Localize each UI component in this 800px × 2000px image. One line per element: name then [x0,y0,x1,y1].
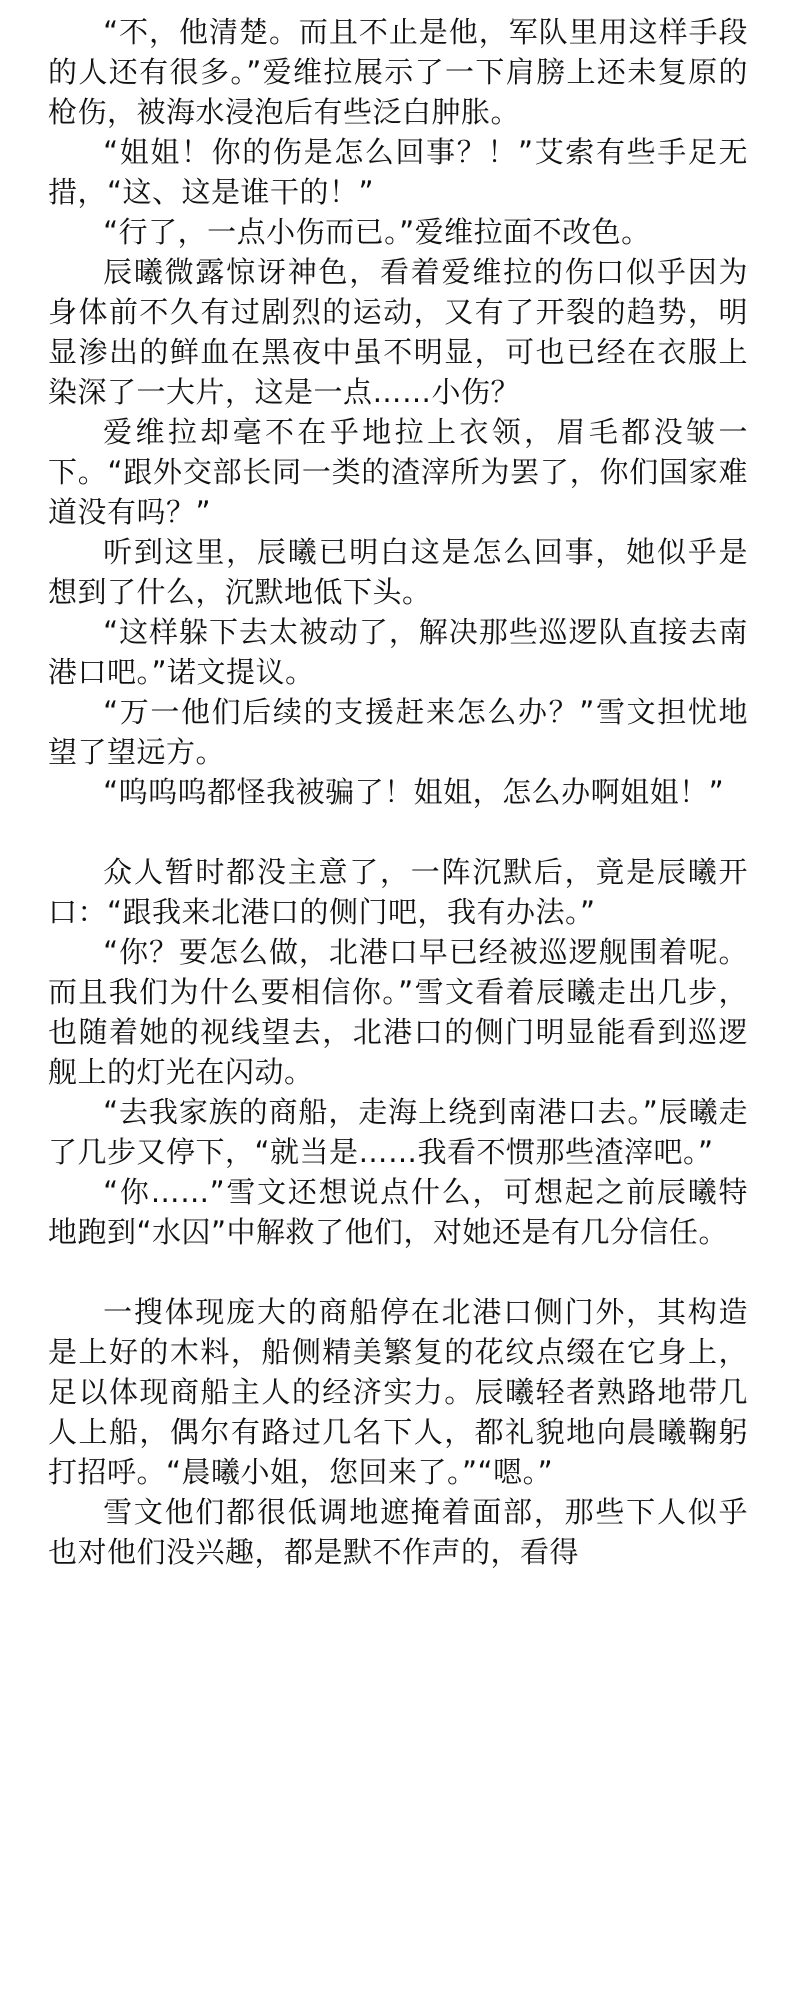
article-body [48,12,748,1572]
paragraph-1: “不，他清楚。而且不止是他，军队里用这样手段的人还有很多。”爱维拉展示了一下肩膀上还未复原的枪伤，被海水浸泡后有些泛白肿胀。 [48,15,748,129]
paragraph-12: “去我家族的商船，走海上绕到南港口去。”辰曦走了几步又停下，“就当是……我看不惯那些渣滓吧。” [48,1095,748,1169]
paragraph-15: 雪文他们都很低调地遮掩着面部，那些下人似乎也对他们没兴趣，都是默不作声的，看得 [48,1495,748,1569]
paragraph-3: “行了，一点小伤而已。”爱维拉面不改色。 [103,215,651,249]
paragraph-7: “这样躲下去太被动了，解决那些巡逻队直接去南港口吧。”诺文提议。 [48,615,748,689]
paragraph-8: “万一他们后续的支援赶来怎么办？”雪文担忧地望了望远方。 [48,695,748,769]
section-break-2 [48,1252,748,1292]
section-break-1 [48,812,748,852]
paragraph-9: “呜呜呜都怪我被骗了！姐姐，怎么办啊姐姐！” [103,775,725,809]
paragraph-10: 众人暂时都没主意了，一阵沉默后，竟是辰曦开口：“跟我来北港口的侧门吧，我有办法。” [48,855,748,929]
paragraph-14: 一搜体现庞大的商船停在北港口侧门外，其构造是上好的木料，船侧精美繁复的花纹点缀在它身上，足以体现商船主人的经济实力。辰曦轻者熟路地带几人上船，偶尔有路过几名下人，都礼貌地向晨曦鞠躬打招呼。“晨曦小姐，您回来了。”“嗯。” [48,1295,748,1489]
paragraph-6: 听到这里，辰曦已明白这是怎么回事，她似乎是想到了什么，沉默地低下头。 [48,535,748,609]
paragraph-13: “你……”雪文还想说点什么，可想起之前辰曦特地跑到“水囚”中解救了他们，对她还是有几分信任。 [48,1175,748,1249]
paragraph-11: “你？要怎么做，北港口早已经被巡逻舰围着呢。而且我们为什么要相信你。”雪文看着辰曦走出几步，也随着她的视线望去，北港口的侧门明显能看到巡逻舰上的灯光在闪动。 [48,935,748,1089]
paragraph-2: “姐姐！你的伤是怎么回事？！”艾索有些手足无措，“这、这是谁干的！” [48,135,748,209]
paragraph-4: 辰曦微露惊讶神色，看着爱维拉的伤口似乎因为身体前不久有过剧烈的运动，又有了开裂的趋势，明显渗出的鲜血在黑夜中虽不明显，可也已经在衣服上染深了一大片，这是一点……小伤？ [48,255,748,409]
paragraph-5: 爱维拉却毫不在乎地拉上衣领，眉毛都没皱一下。“跟外交部长同一类的渣滓所为罢了，你们国家难道没有吗？” [48,415,748,529]
